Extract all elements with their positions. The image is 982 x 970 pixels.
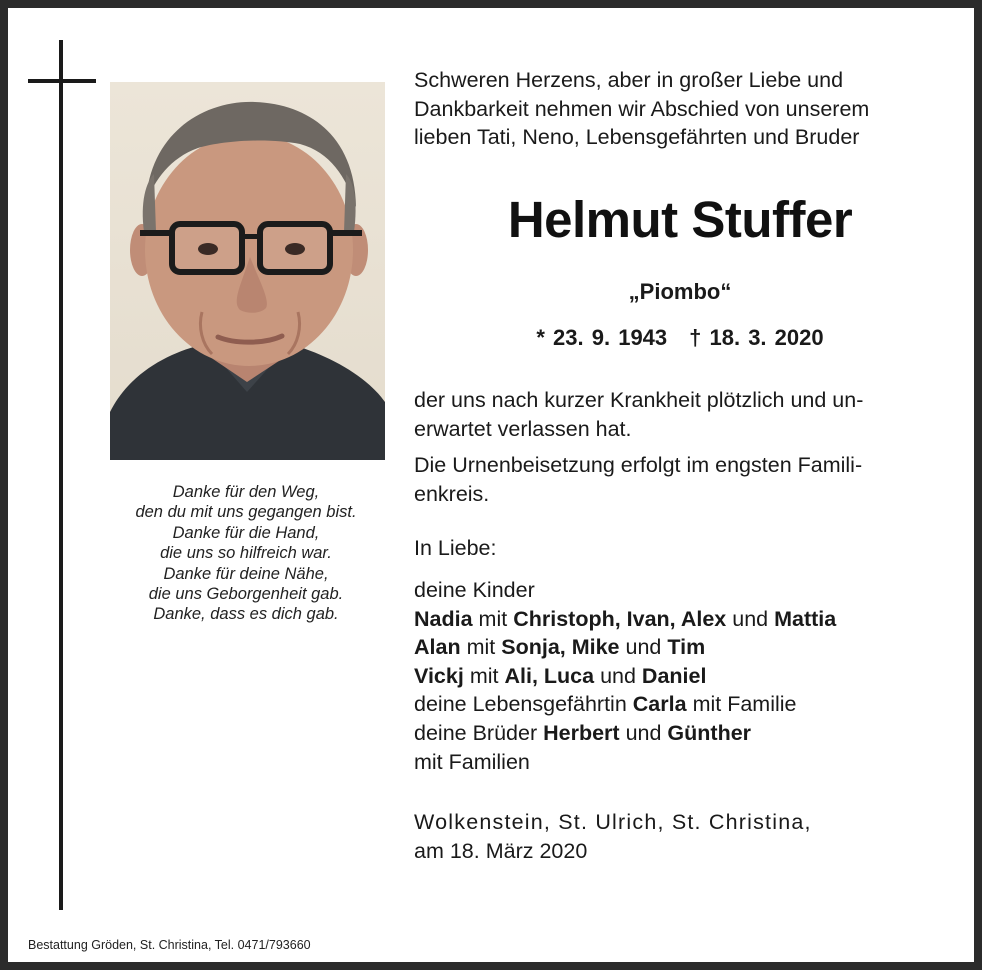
cross-icon-bar [28, 79, 96, 83]
paragraph-line: erwartet verlassen hat. [414, 417, 632, 441]
death-date: † 18. 3. 2020 [689, 325, 824, 350]
intro-line: lieben Tati, Neno, Lebensgefährten und Bruder [414, 125, 860, 149]
poem-line: Danke für deine Nähe, [163, 564, 329, 583]
family-list [414, 576, 954, 776]
paragraph-illness [414, 386, 954, 444]
life-dates [414, 325, 946, 351]
funeral-home-footer: Bestattung Gröden, St. Christina, Tel. 0471/793660 [28, 938, 311, 952]
family-line: deine Lebensgefährtin Carla mit Familie [414, 692, 797, 717]
poem-line: die uns Geborgenheit gab. [148, 585, 344, 604]
place-and-date [414, 808, 954, 866]
paragraph-line: Die Urnenbeisetzung erfolgt im engsten Famili- [414, 453, 863, 477]
paragraph-line: der uns nach kurzer Krankheit plötzlich und un- [414, 388, 864, 412]
intro-line: Schweren Herzens, aber in großer Liebe und [414, 68, 844, 92]
in-liebe-label: In Liebe: [414, 536, 497, 560]
deceased-name: Helmut Stuffer [507, 191, 853, 248]
nickname: „Piombo“ [628, 279, 732, 304]
date-line: am 18. März 2020 [414, 839, 588, 863]
paragraph-burial [414, 451, 954, 509]
family-line: deine Brüder Herbert und Günther [414, 720, 752, 745]
poem-line: die uns so hilfreich war. [160, 544, 332, 563]
place-line: Wolkenstein, St. Ulrich, St. Christina, [414, 810, 812, 834]
poem-line: den du mit uns gegangen bist. [135, 503, 357, 522]
family-line: Alan mit Sonja, Mike und Tim [414, 635, 706, 660]
poem-line: Danke für den Weg, [172, 483, 320, 501]
birth-date: * 23. 9. 1943 [536, 325, 668, 350]
poem-line: Danke, dass es dich gab. [153, 605, 339, 624]
family-line: Nadia mit Christoph, Ivan, Alex und Mattia [414, 606, 837, 631]
portrait-photo [110, 82, 385, 460]
family-line: Vickj mit Ali, Luca und Daniel [414, 663, 707, 688]
cross-icon [59, 40, 63, 910]
family-line: deine Kinder [414, 578, 535, 602]
paragraph-line: enkreis. [414, 482, 490, 506]
intro-line: Dankbarkeit nehmen wir Abschied von unserem [414, 96, 870, 121]
intro-text [414, 66, 954, 152]
family-line: mit Familien [414, 749, 530, 774]
poem-line: Danke für die Hand, [172, 523, 320, 542]
poem [92, 482, 400, 625]
